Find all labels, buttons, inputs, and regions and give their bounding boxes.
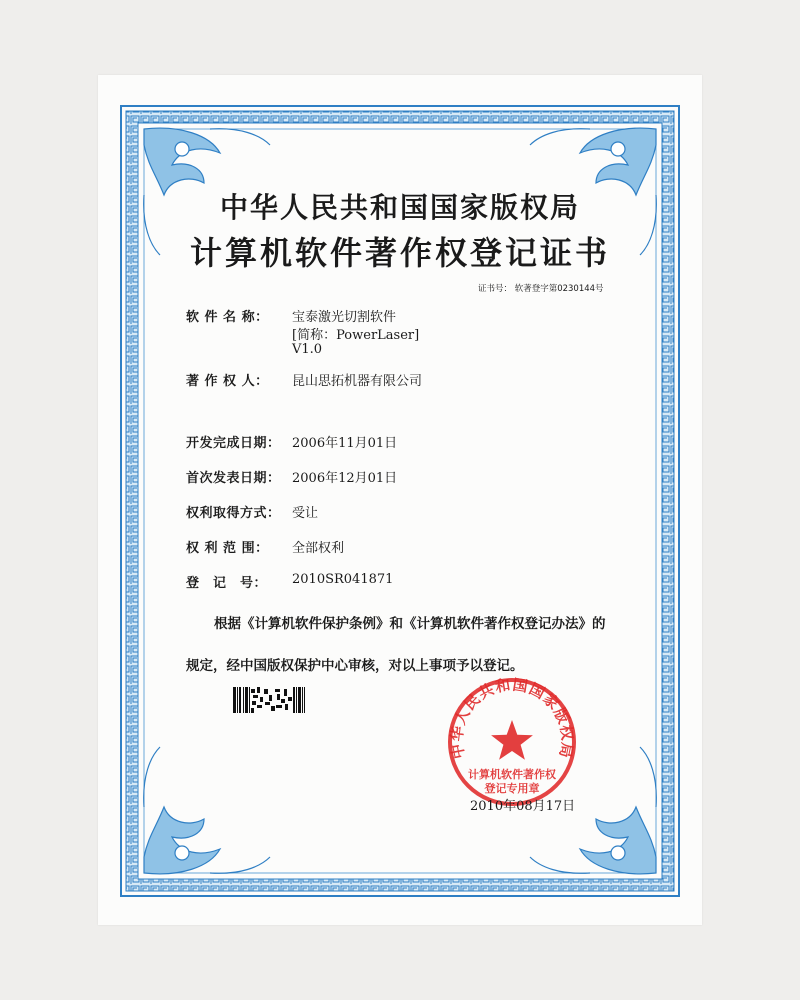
corner-ornament-bottom-left xyxy=(144,747,270,874)
seal-inner-line-1: 计算机软件著作权 xyxy=(468,768,556,781)
seal-ring-text: 中华人民共和国国家版权局 xyxy=(447,675,577,761)
field-label-copyright-owner: 著 作 权 人： xyxy=(186,374,269,389)
field-value-copyright-owner: 昆山思拓机器有限公司 xyxy=(292,374,423,389)
field-label-rights-scope: 权 利 范 围： xyxy=(186,541,269,556)
seal-star-icon xyxy=(491,720,533,760)
certificate-title: 计算机软件著作权登记证书 xyxy=(189,234,610,272)
field-value-software-name: 宝泰激光切割软件 xyxy=(292,310,397,325)
barcode xyxy=(233,687,305,713)
statement-line-2: 规定，经中国版权保护中心审核，对以上事项予以登记。 xyxy=(186,658,524,674)
field-value-short-name: [简称：PowerLaser] xyxy=(292,328,420,343)
field-value-dev-date: 2006年11月01日 xyxy=(292,436,398,451)
official-seal xyxy=(442,672,582,812)
field-value-version: V1.0 xyxy=(292,342,323,357)
field-value-rights-scope: 全部权利 xyxy=(292,541,345,556)
statement-line-1: 根据《计算机软件保护条例》和《计算机软件著作权登记办法》的 xyxy=(214,616,606,632)
field-label-publish-date: 首次发表日期： xyxy=(186,471,281,486)
issue-date: 2010年08月17日 xyxy=(470,799,576,814)
field-value-publish-date: 2006年12月01日 xyxy=(292,471,398,486)
field-label-acquisition: 权利取得方式： xyxy=(186,506,281,521)
field-value-acquisition: 受让 xyxy=(292,506,319,521)
field-label-dev-date: 开发完成日期： xyxy=(186,436,281,451)
field-label-software-name: 软 件 名 称： xyxy=(186,310,269,325)
issuing-authority: 中华人民共和国国家版权局 xyxy=(219,191,580,224)
field-label-registration-number: 登 记 号： xyxy=(186,576,268,591)
certificate-number: 证书号： 软著登字第0230144号 xyxy=(478,284,604,294)
seal-inner-line-2: 登记专用章 xyxy=(484,782,540,795)
field-value-registration-number: 2010SR041871 xyxy=(292,572,394,587)
